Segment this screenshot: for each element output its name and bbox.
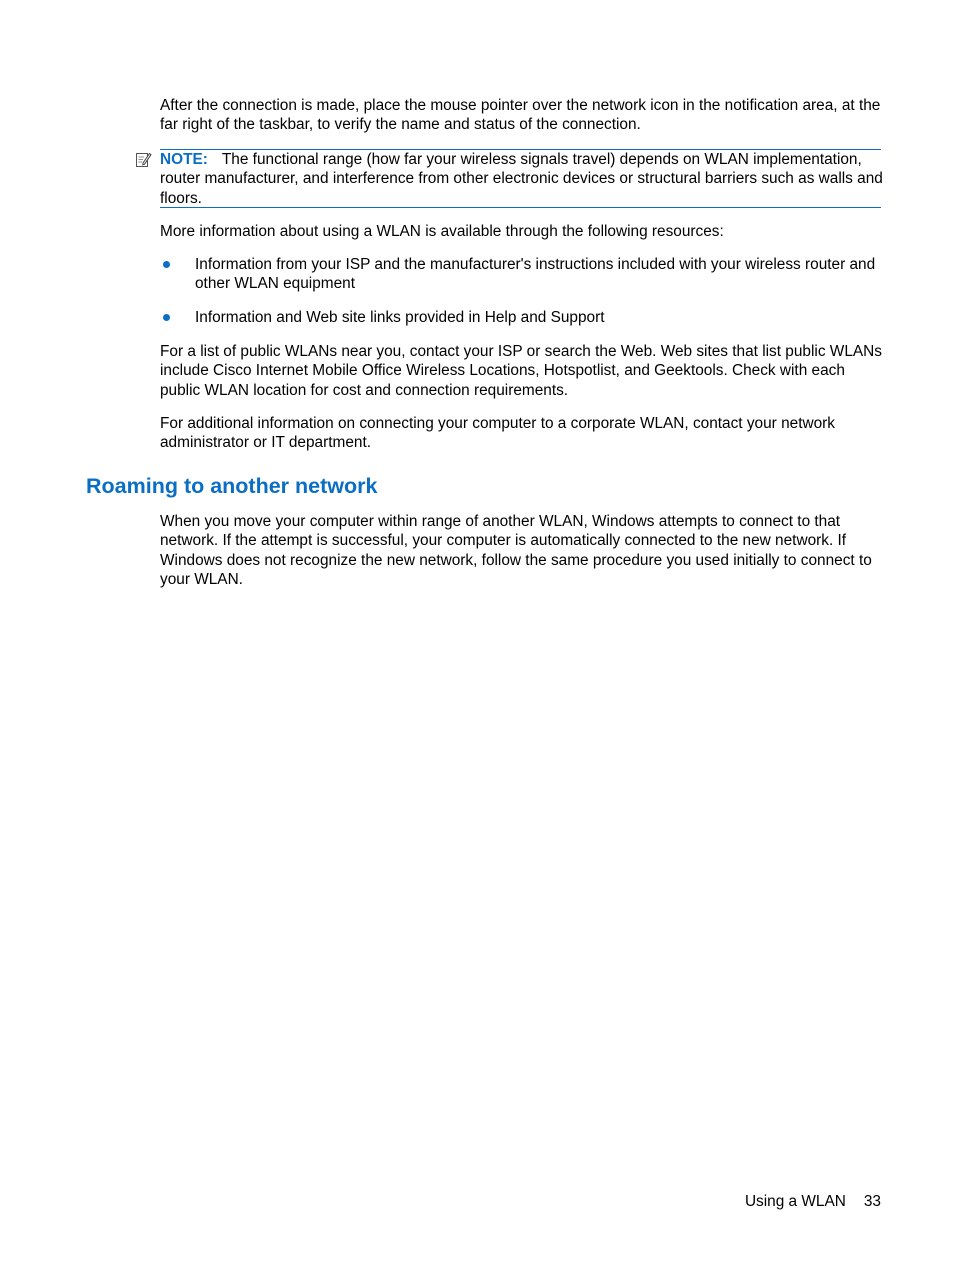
paragraph-connection-text: After the connection is made, place the mouse pointer over the network icon in the notification area, at the far right of the taskbar, to verify the name and status of the connection. [160, 97, 881, 134]
note-box [160, 149, 881, 208]
footer-section-title: Using a WLAN [744, 1193, 846, 1210]
page-footer [745, 1192, 881, 1211]
section-heading: Roaming to another network [86, 474, 378, 498]
note-label: NOTE: [160, 151, 208, 168]
list-item-text: Information and Web site links provided in Help and Support [195, 309, 605, 326]
paragraph-public-wlans [160, 342, 885, 400]
paragraph-more-info-text: More information about using a WLAN is available through the following resources: [160, 223, 724, 240]
page-number: 33 [863, 1193, 881, 1210]
paragraph-roaming [160, 512, 885, 590]
bullet-icon [163, 314, 170, 321]
paragraph-more-info [160, 222, 885, 241]
paragraph-connection [160, 96, 885, 135]
list-item-text: Information from your ISP and the manufacturer's instructions included with your wireless router and other WLAN equipment [195, 256, 876, 293]
note-pencil-icon [135, 151, 152, 168]
paragraph-corporate [160, 414, 885, 453]
paragraph-public-wlans-text: For a list of public WLANs near you, contact your ISP or search the Web. Web sites that list public WLANs include Cisco Internet Mobile Office Wireless Locations, Hotspotlist, and Geektools. Check with each public WLAN location for cost and connection requirements. [160, 343, 882, 399]
note-text: The functional range (how far your wireless signals travel) depends on WLAN implementation, router manufacturer, and interference from other electronic devices or structural barriers such as walls and floors. [160, 151, 883, 207]
paragraph-corporate-text: For additional information on connecting your computer to a corporate WLAN, contact your network administrator or IT department. [160, 415, 835, 452]
paragraph-roaming-text: When you move your computer within range of another WLAN, Windows attempts to connect to that network. If the attempt is successful, your computer is automatically connected to the new network. If Windows does not recognize the new network, follow the same procedure you used initially to connect to your WLAN. [160, 513, 872, 589]
note-content [160, 150, 885, 208]
bullet-icon [163, 261, 170, 268]
